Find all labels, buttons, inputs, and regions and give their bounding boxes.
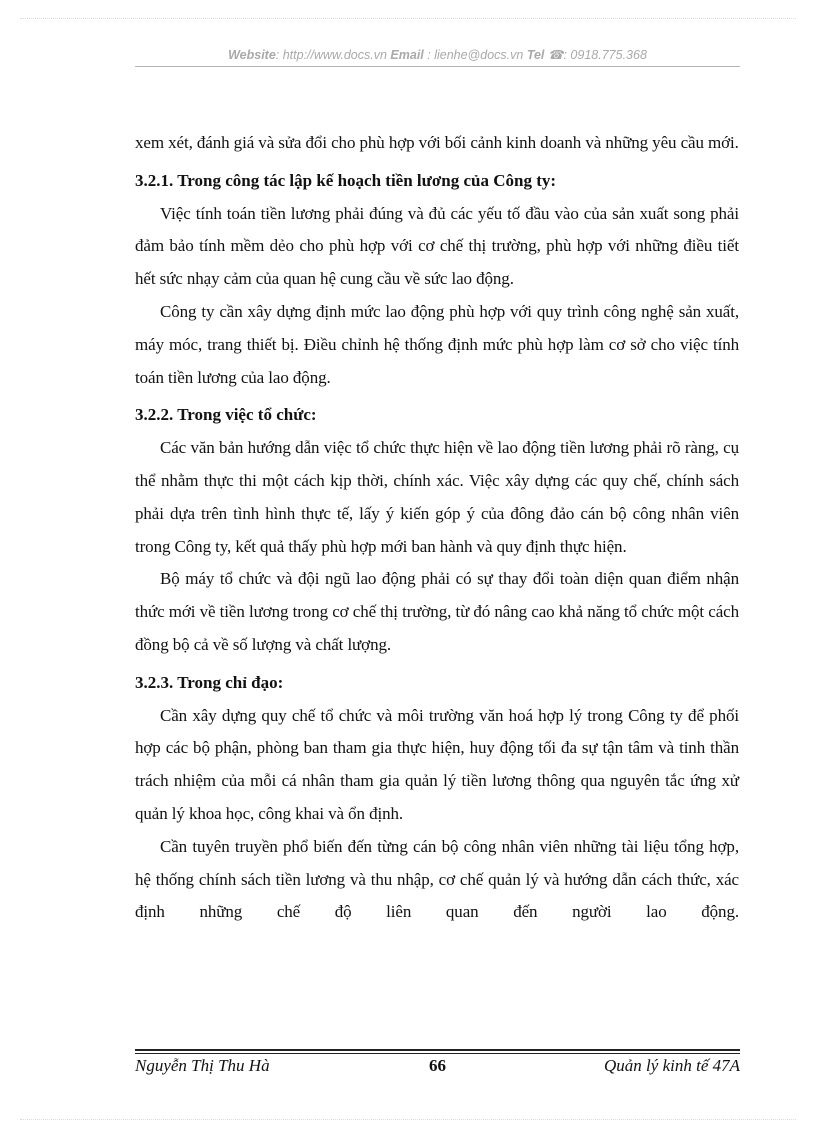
footer-author: Nguyễn Thị Thu Hà (135, 1056, 270, 1075)
body-paragraph: xem xét, đánh giá và sửa đổi cho phù hợp với bối cảnh kinh doanh và những yêu cầu mới. (135, 133, 739, 152)
body-paragraph: Cần xây dựng quy chế tổ chức và môi trường văn hoá hợp lý trong Công ty để phối hợp các bộ phận, phòng ban tham gia thực hiện, huy động tối đa sự tận tâm và tinh thần trách nhiệm của mỗi cá nhân tham gia quản lý tiền lương thông qua nguyên tắc ứng xử quản lý khoa học, công khai và ổn định. (135, 705, 739, 823)
website-label: Website (228, 48, 276, 62)
email-label: Email (390, 48, 424, 62)
website-value: : http://www.docs.vn (275, 48, 391, 62)
footer-course: Quản lý kinh tế 47A (604, 1056, 740, 1075)
header-rule (135, 66, 740, 67)
section-heading: 3.2.2. Trong việc tổ chức: (135, 405, 317, 425)
page-header (135, 47, 740, 63)
tel-label: Tel (526, 48, 545, 62)
phone-icon: ☎ (547, 48, 564, 62)
section-heading: 3.2.1. Trong công tác lập kế hoạch tiền lương của Công ty: (135, 170, 557, 190)
body-paragraph: Công ty cần xây dựng định mức lao động phù hợp với quy trình công nghệ sản xuất, máy móc, trang thiết bị. Điều chỉnh hệ thống định mức phù hợp làm cơ sở cho việc tính toán tiền lương của lao động. (135, 301, 739, 387)
email-value: : lienhe@docs.vn (423, 48, 527, 62)
body-paragraph: Cần tuyên truyền phổ biến đến từng cán bộ công nhân viên những tài liệu tổng hợp, hệ thống chính sách tiền lương và thu nhập, cơ chế quản lý và hướng dẫn cách thức, xác định những chế độ liên quan đến người lao động. (135, 836, 739, 922)
page-footer (135, 1054, 740, 1078)
section-heading: 3.2.3. Trong chỉ đạo: (135, 672, 284, 692)
footer-rule (135, 1049, 740, 1051)
page-number: 66 (429, 1056, 446, 1075)
tel-value: : 0918.775.368 (563, 48, 647, 62)
body-paragraph: Bộ máy tổ chức và đội ngũ lao động phải có sự thay đổi toàn diện quan điểm nhận thức mới về tiền lương trong cơ chế thị trường, từ đó nâng cao khả năng tổ chức một cách đồng bộ cả về số lượng và chất lượng. (135, 569, 739, 654)
body-paragraph: Việc tính toán tiền lương phải đúng và đủ các yếu tố đầu vào của sản xuất song phải đảm bảo tính mềm dẻo cho phù hợp với cơ chế thị trường, phù hợp với những điều tiết hết sức nhạy cảm của quan hệ cung cầu về sức lao động. (135, 203, 739, 289)
page-body (135, 127, 739, 929)
body-paragraph: Các văn bản hướng dẫn việc tổ chức thực hiện về lao động tiền lương phải rõ ràng, cụ thể nhằm thực thi một cách kịp thời, chính xác. Việc xây dựng các quy chế, chính sách phải dựa trên tình hình thực tế, lấy ý kiến góp ý của đông đảo cán bộ công nhân viên trong Công ty, kết quả thấy phù hợp mới ban hành và quy định thực hiện. (135, 438, 739, 556)
